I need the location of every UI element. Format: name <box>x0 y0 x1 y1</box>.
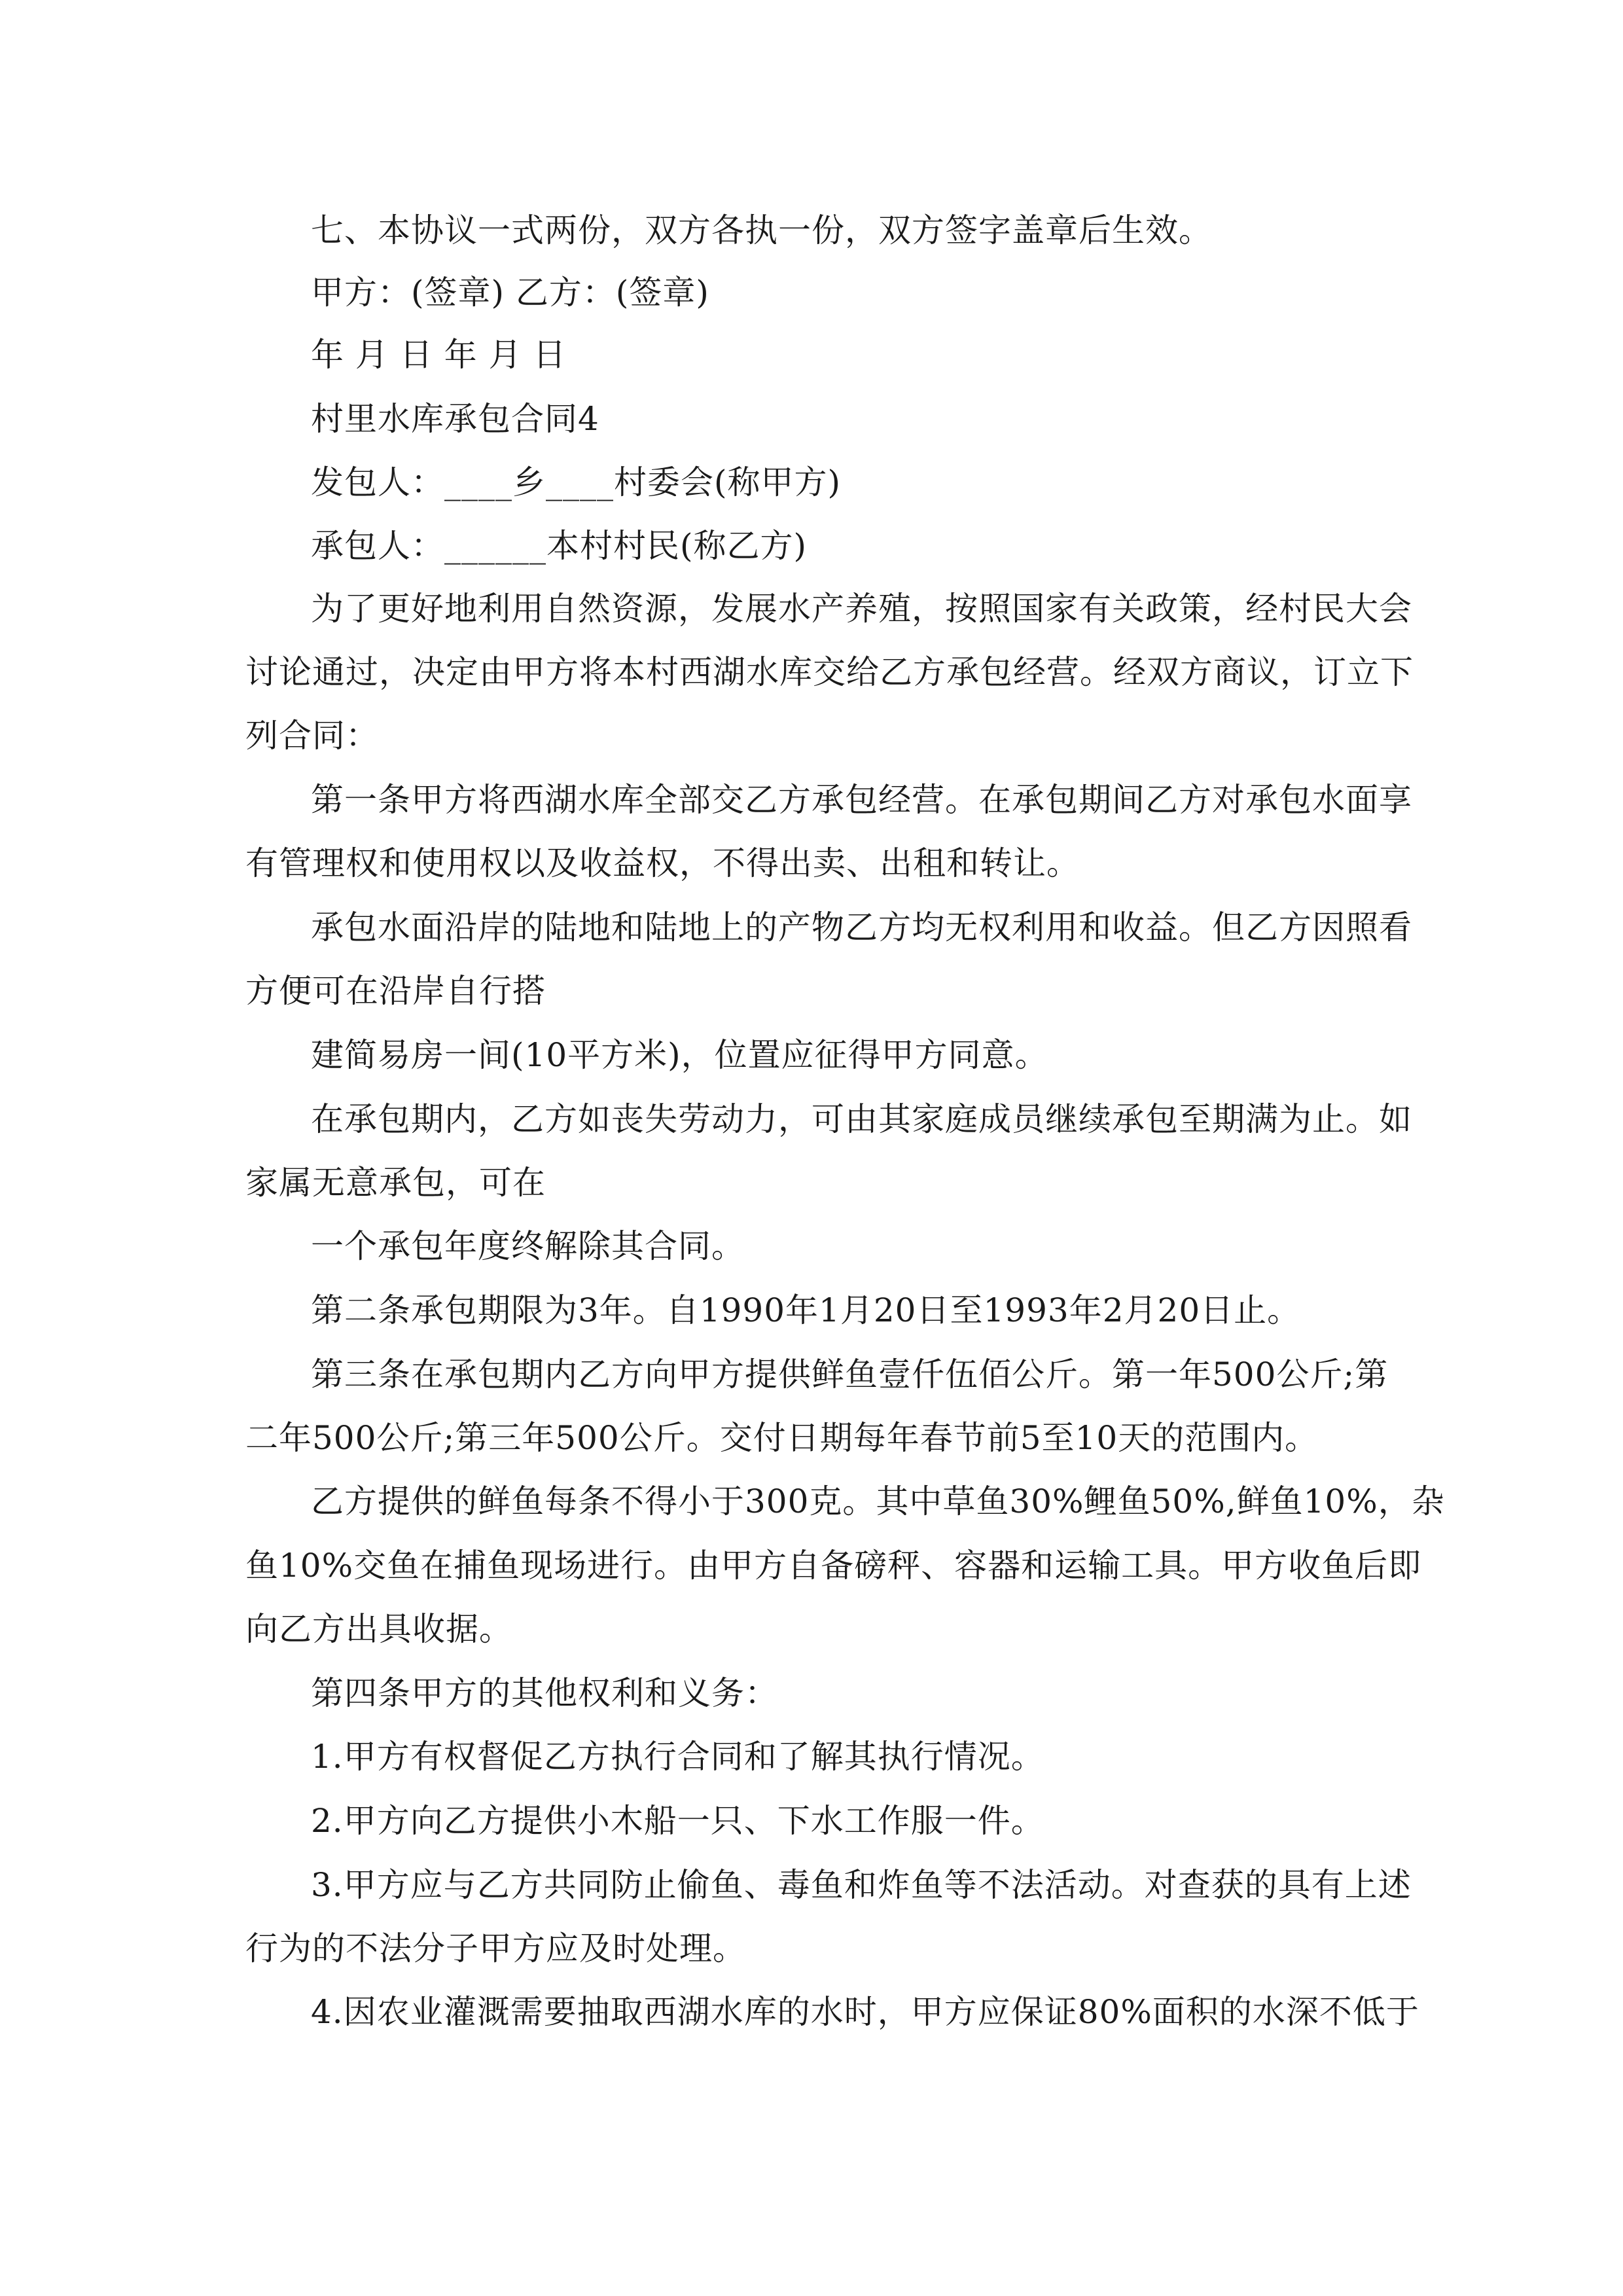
preamble-line: 为了更好地利用自然资源，发展水产养殖，按照国家有关政策，经村民大会 <box>311 590 1412 628</box>
article-four-item: 1.甲方有权督促乙方执行合同和了解其执行情况。 <box>311 1738 1044 1776</box>
party-b-line: 承包人：______本村村民(称乙方) <box>311 527 808 565</box>
preamble-line: 列合同： <box>245 717 379 755</box>
termination-line: 一个承包年度终解除其合同。 <box>311 1227 745 1265</box>
article-three-line: 第三条在承包期内乙方向甲方提供鲜鱼壹仟伍佰公斤。第一年500公斤;第 <box>311 1355 1389 1393</box>
succession-line: 家属无意承包，可在 <box>245 1164 546 1202</box>
signature-line: 甲方：(签章) 乙方：(签章) <box>311 274 709 312</box>
article-four-item: 2.甲方向乙方提供小木船一只、下水工作服一件。 <box>311 1802 1044 1840</box>
clause-seven: 七、本协议一式两份，双方各执一份，双方签字盖章后生效。 <box>311 211 1212 249</box>
article-one-line: 第一条甲方将西湖水库全部交乙方承包经营。在承包期间乙方对承包水面享 <box>311 781 1412 819</box>
party-a-line: 发包人：____乡____村委会(称甲方) <box>311 463 842 501</box>
article-one-line: 有管理权和使用权以及收益权，不得出卖、出租和转让。 <box>245 844 1080 882</box>
contract-title: 村里水库承包合同4 <box>311 400 599 438</box>
fish-spec-line: 向乙方出具收据。 <box>245 1610 512 1648</box>
shelter-line: 建简易房一间(10平方米)，位置应征得甲方同意。 <box>311 1036 1048 1074</box>
succession-line: 在承包期内，乙方如丧失劳动力，可由其家庭成员继续承包至期满为止。如 <box>311 1100 1412 1138</box>
article-four-heading: 第四条甲方的其他权利和义务： <box>311 1674 778 1712</box>
shore-rights-line: 方便可在沿岸自行搭 <box>245 972 546 1010</box>
article-two-line: 第二条承包期限为3年。自1990年1月20日至1993年2月20日止。 <box>311 1291 1301 1329</box>
article-four-item: 4.因农业灌溉需要抽取西湖水库的水时，甲方应保证80%面积的水深不低于 <box>311 1993 1419 2031</box>
shore-rights-line: 承包水面沿岸的陆地和陆地上的产物乙方均无权利用和收益。但乙方因照看 <box>311 908 1412 946</box>
date-line: 年 月 日 年 月 日 <box>311 336 567 374</box>
fish-spec-line: 鱼10%交鱼在捕鱼现场进行。由甲方自备磅秤、容器和运输工具。甲方收鱼后即 <box>245 1547 1422 1585</box>
fish-spec-line: 乙方提供的鲜鱼每条不得小于300克。其中草鱼30%鲤鱼50%,鲜鱼10%，杂 <box>311 1482 1445 1520</box>
preamble-line: 讨论通过，决定由甲方将本村西湖水库交给乙方承包经营。经双方商议，订立下 <box>245 653 1414 691</box>
article-three-line: 二年500公斤;第三年500公斤。交付日期每年春节前5至10天的范围内。 <box>245 1419 1319 1457</box>
article-four-item: 3.甲方应与乙方共同防止偷鱼、毒鱼和炸鱼等不法活动。对查获的具有上述 <box>311 1866 1412 1904</box>
article-four-item: 行为的不法分子甲方应及时处理。 <box>245 1929 746 1967</box>
